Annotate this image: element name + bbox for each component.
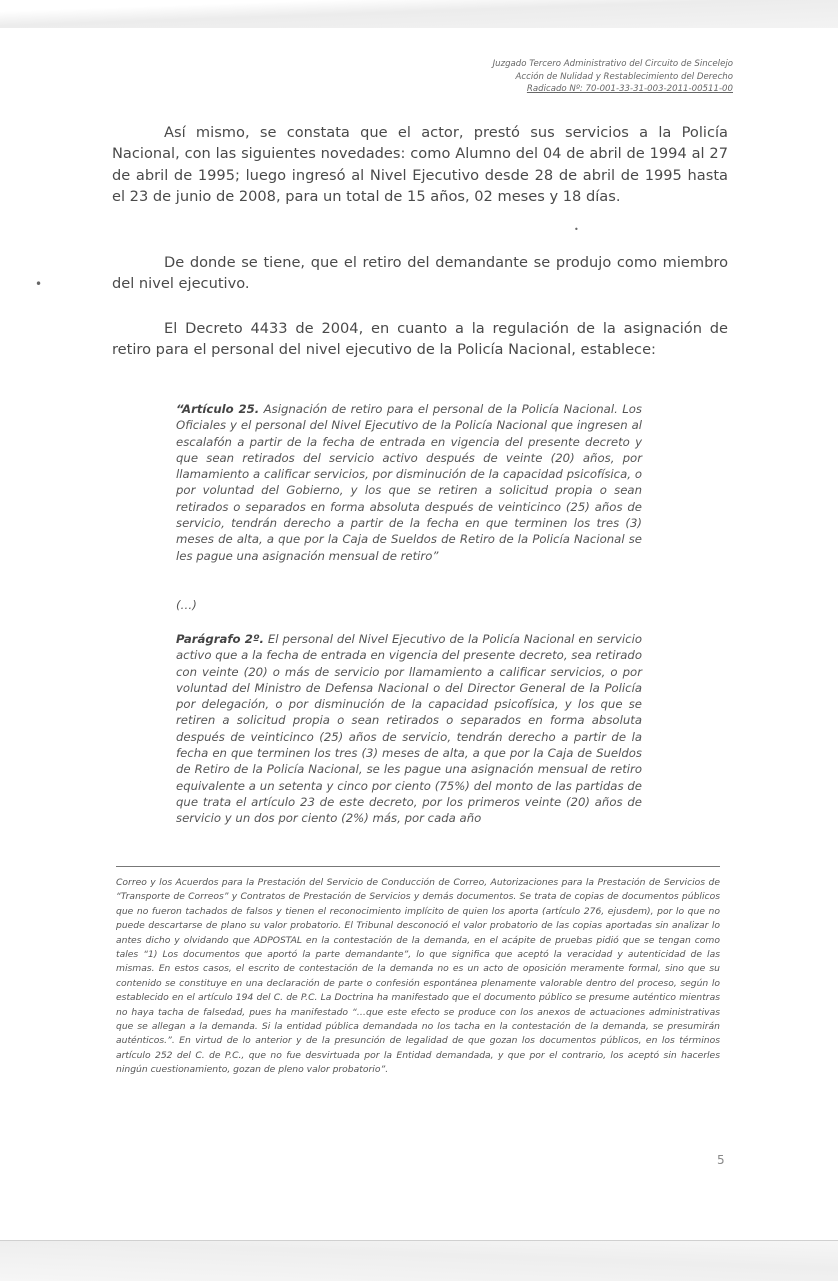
page-header [493, 58, 733, 96]
article-title: “Artículo 25. [176, 402, 260, 416]
scan-dot-mark: • [35, 277, 43, 291]
paragraph-title: Parágrafo 2º. [176, 632, 264, 646]
case-number: Radicado Nº: 70-001-33-31-003-2011-00511-00 [526, 84, 733, 94]
body-paragraph-1: Así mismo, se constata que el actor, prestó sus servicios a la Policía Nacional, con las siguientes novedades: como Alumno del 04 de abril de 1994 al 27 de abril de 1995; luego ingresó al Nivel Ejecutivo desde 28 de abril de 1995 hasta el 23 de junio de 2008, para un total de 15 años, 02 meses y 18 días. [112, 124, 728, 206]
footnote-divider [116, 866, 720, 867]
paragraph-text: El personal del Nivel Ejecutivo de la Policía Nacional en servicio activo que a la fecha de entrada en vigencia del presente decreto, sea retirado con veinte (20) o más de servicio por llamamiento a calificar servicios, o por voluntad del Ministro de Defensa Nacional o del Director General de la Policía por delegación, o por disminución de la capacidad psicofísica, y los que se retiren a solicitud propia o sean retirados o separados en forma absoluta después de veinticinco (25) años de servicio, tendrán derecho a partir de la fecha en que terminen los tres (3) meses de alta, a que por la Caja de Sueldos de Retiro de la Policía Nacional, se les pague una asignación mensual de retiro equivalente a un setenta y cinco por ciento (75%) del monto de las partidas de que trata el artículo 23 de este decreto, por los primeros veinte (20) años de servicio y un dos por ciento (2%) más, por cada año [176, 632, 643, 826]
action-type: Acción de Nulidad y Restablecimiento del Derecho [515, 71, 733, 82]
omission-ellipsis: (…) [176, 598, 197, 612]
page-number: 5 [717, 1153, 725, 1167]
paragraph-2-quote [176, 631, 642, 827]
article-text: Asignación de retiro para el personal de la Policía Nacional. Los Oficiales y el personal del Nivel Ejecutivo de la Policía Nacional que ingresen al escalafón a partir de la fecha de entrada en vigencia del presente decreto y que sean retirados del servicio activo después de veinte (20) años, por llamamiento a calificar servicios, por disminución de la capacidad psicofísica, o por voluntad del Gobierno, y los que se retiren a solicitud propia o sean retirados o separados en forma absoluta después de veinticinco (25) años de servicio, tendrán derecho a partir de la fecha en que terminen los tres (3) meses de alta, a que por la Caja de Sueldos de Retiro de la Policía Nacional se les pague una asignación mensual de retiro” [176, 402, 642, 563]
court-name: Juzgado Tercero Administrativo del Circuito de Sincelejo [492, 59, 733, 69]
footnote: Correo y los Acuerdos para la Prestación del Servicio de Conducción de Correo, Autorizaciones para la Prestación de Servicios de “Transporte de Correos” y Contratos de Prestación de Servicios y demás documentos. Se trata de copias de documentos públicos que no fueron tachados de falsos y tienen el reconocimiento implícito de quien los aporta (artículo 276, ejusdem), por lo que no puede descartarse de plano su valor probatorio. El Tribunal desconoció el valor probatorio de las copias aportadas sin analizar lo antes dicho y olvidando que ADPOSTAL en la contestación de la demanda, en el acápite de pruebas pidió que se tengan como tales “1) Los documentos que aportó la parte demandante”, lo que significa que aceptó la veracidad y autenticidad de las mismas. En estos casos, el escrito de contestación de la demanda no es un acto de oposición meramente formal, sino que su contenido se constituye en una declaración de parte o confesión espontánea plenamente valorable dentro del proceso, según lo establecido en el artículo 194 del C. de P.C. La Doctrina ha manifestado que el documento público se presume auténtico mientras no haya tacha de falsedad, pues ha manifestado “…que este efecto se produce con los anexos de actuaciones administrativas que se allegan a la demanda. Si la entidad pública demandada no los tacha en la contestación de la demanda, se presumirán auténticos.”. En virtud de lo anterior y de la presunción de legalidad de que gozan los documentos públicos, en los términos artículo 252 del C. de P.C., que no fue desvirtuada por la Entidad demandada, y que por el contrario, los aceptó sin hacerles ningún cuestionamiento, gozan de pleno valor probatorio”. [116, 877, 720, 1076]
scan-dot-mark: • [574, 225, 579, 234]
body-paragraph-2: De donde se tiene, que el retiro del demandante se produjo como miembro del nivel ejecutivo. [112, 254, 728, 293]
body-paragraph-3: El Decreto 4433 de 2004, en cuanto a la regulación de la asignación de retiro para el personal del nivel ejecutivo de la Policía Nacional, establece: [112, 320, 728, 359]
scan-bottom-edge [0, 1240, 838, 1281]
article-25-quote [176, 401, 642, 564]
